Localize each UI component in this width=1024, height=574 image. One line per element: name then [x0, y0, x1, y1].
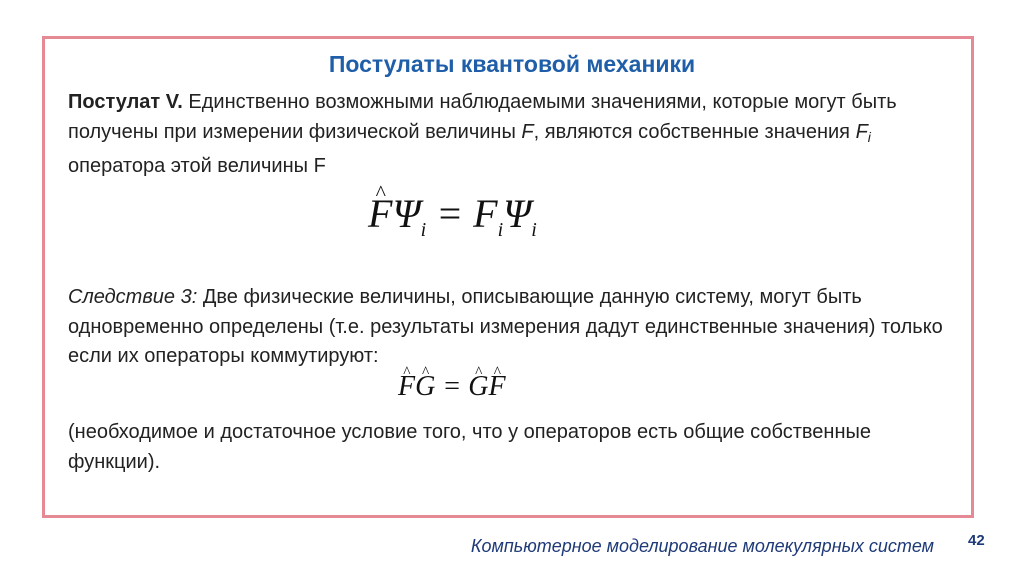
- eigenvalue-equation: [368, 190, 537, 242]
- footer-course-title: Компьютерное моделирование молекулярных систем: [470, 536, 934, 556]
- note-paragraph: (необходимое и достаточное условие того, что у операторов есть общие собственные функции).: [68, 421, 871, 473]
- page-number: 42: [968, 532, 985, 549]
- postulate-label: Постулат V.: [68, 91, 183, 113]
- operator-g-1: ^ G: [415, 371, 435, 403]
- operator-g-2: ^ G: [468, 371, 488, 403]
- operator-f-2: ^ F: [488, 371, 505, 403]
- equals-sign-2: =: [435, 371, 469, 402]
- corollary-paragraph: [68, 283, 948, 372]
- corollary-text: Две физические величины, описывающие данную систему, могут быть одновременно определены (т.е. результаты измерения дадут единственные значения) только если их операторы коммутируют:: [68, 286, 943, 367]
- eigenvalue-f: F: [473, 191, 498, 236]
- slide-title: Постулаты квантовой механики: [328, 51, 696, 77]
- postulate-paragraph: [68, 88, 948, 182]
- psi-subscript-rhs: i: [531, 219, 537, 241]
- eigenvalue-subscript: i: [497, 219, 504, 241]
- psi-subscript: i: [420, 219, 427, 241]
- operator-f-1: ^ F: [398, 371, 415, 403]
- equals-sign: =: [426, 191, 474, 236]
- postulate-text-3: оператора этой величины F: [68, 155, 326, 177]
- operator-f: ^ F: [368, 190, 392, 237]
- postulate-text-1: Единственно возможными наблюдаемыми значениями, которые могут быть получены при измерении физической величины: [68, 91, 897, 143]
- postulate-var-f: F: [521, 120, 534, 143]
- psi-symbol: Ψ: [392, 191, 421, 236]
- psi-symbol-rhs: Ψ: [503, 191, 532, 236]
- commutation-equation: [398, 371, 506, 403]
- postulate-sub-i: i: [867, 128, 871, 145]
- corollary-label: Следствие 3:: [68, 286, 198, 308]
- postulate-text-2: , являются собственные значения: [533, 120, 856, 143]
- postulate-var-fi: F: [855, 120, 868, 143]
